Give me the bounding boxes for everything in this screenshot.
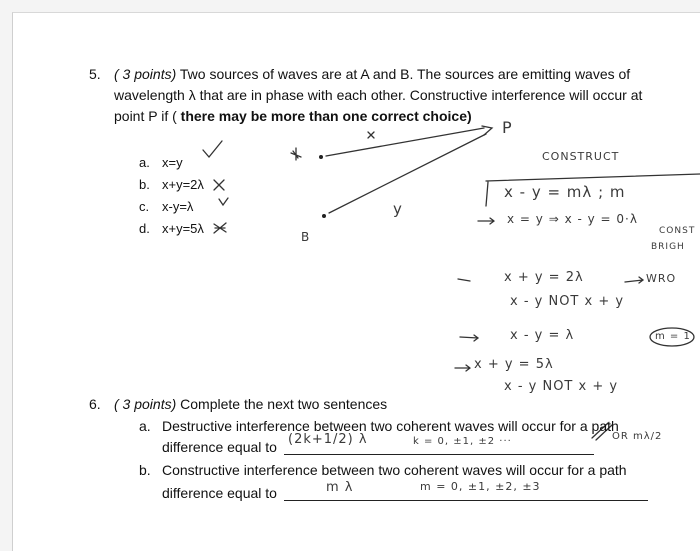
hw-m1: m = 1 (655, 331, 691, 342)
hw-wrong: WRO (646, 272, 677, 285)
hw-ans-a-or: OR mλ/2 (612, 431, 663, 442)
q5-option-d-text: x+y=5λ (162, 221, 204, 236)
q5-option-b-text: x+y=2λ (162, 177, 204, 192)
check-icon (203, 141, 222, 157)
q5-number: 5. (89, 66, 101, 82)
hw-not1: x - y NOT x + y (510, 294, 625, 309)
q5-line3-b: there may be more than one correct choice) (176, 108, 472, 124)
label-y: y (393, 200, 403, 218)
q5-option-a-letter: a. (139, 155, 150, 170)
scribble-cross-icon (214, 223, 226, 233)
q6-a-letter: a. (139, 418, 151, 434)
hw-arrow-4-icon (460, 335, 478, 341)
q6-intro-line (114, 396, 387, 413)
source-b-dot (322, 214, 326, 218)
q6-points: ( 3 points) (114, 396, 177, 412)
q6-b-line2: difference equal to (162, 485, 277, 501)
hw-bracket-top (486, 174, 700, 181)
q6-b-letter: b. (139, 462, 151, 478)
q6-intro: Complete the next two sentences (176, 396, 388, 412)
hw-note-const: CONST (659, 226, 696, 236)
hw-eq-xy: x = y ⇒ x - y = 0·λ (507, 212, 638, 226)
label-x (368, 126, 370, 127)
q5-points: ( 3 points) (114, 66, 177, 82)
q6-a-answer-line (284, 454, 594, 455)
hw-arrow-3-icon (625, 277, 643, 283)
hw-construct: CONSTRUCT (542, 150, 620, 163)
q5-line1-text: Two sources of waves are at A and B. The sources are emitting waves of (176, 66, 631, 82)
hw-arrow-2-icon (458, 279, 470, 281)
label-p: P (502, 118, 513, 137)
cross-icon (214, 180, 224, 190)
q5-line3-a: point P if ( (114, 108, 177, 124)
hw-ans-b: m λ (326, 480, 354, 495)
hw-ans-b-m: m = 0, ±1, ±2, ±3 (420, 480, 541, 493)
q6-a-line1: Destructive interference between two coherent waves will occur for a path (162, 418, 619, 434)
small-check-icon (219, 198, 228, 205)
q5-option-c-text: x-y=λ (162, 199, 194, 214)
hw-eq-main: x - y = mλ ; m (504, 183, 626, 201)
hw-note-bright: BRIGH (651, 242, 685, 252)
q5-line2: wavelength λ that are in phase with each other. Constructive interference will occur at (114, 87, 643, 103)
q6-a-line2: difference equal to (162, 439, 277, 455)
label-b: B (301, 230, 311, 244)
q5-option-b-letter: b. (139, 177, 150, 192)
x-label-mark-icon (368, 132, 374, 138)
q6-b-answer-line (284, 500, 648, 501)
hw-eq-sum5: x + y = 5λ (474, 357, 554, 372)
hw-bracket-side (486, 182, 488, 206)
q5-option-a-text: x=y (162, 155, 183, 170)
hw-ans-a: (2k+1/2) λ (288, 432, 368, 447)
ray-from-b (329, 134, 486, 213)
source-a-dot (319, 155, 323, 159)
hw-arrow-1-icon (478, 218, 494, 224)
hw-not2: x - y NOT x + y (504, 379, 619, 394)
arrow-tip-icon (482, 126, 492, 135)
q6-number: 6. (89, 396, 101, 412)
hw-arrow-5-icon (455, 365, 470, 371)
hw-ans-a-k: k = 0, ±1, ±2 ··· (413, 436, 512, 447)
hw-eq-diff: x - y = λ (510, 328, 575, 343)
q5-option-d-letter: d. (139, 221, 150, 236)
ray-to-p (326, 128, 484, 156)
q5-option-c-letter: c. (139, 199, 150, 214)
hw-eq-sum2: x + y = 2λ (504, 270, 584, 285)
star-mark-icon (291, 148, 301, 160)
q6-b-line1: Constructive interference between two coherent waves will occur for a path (162, 462, 627, 478)
